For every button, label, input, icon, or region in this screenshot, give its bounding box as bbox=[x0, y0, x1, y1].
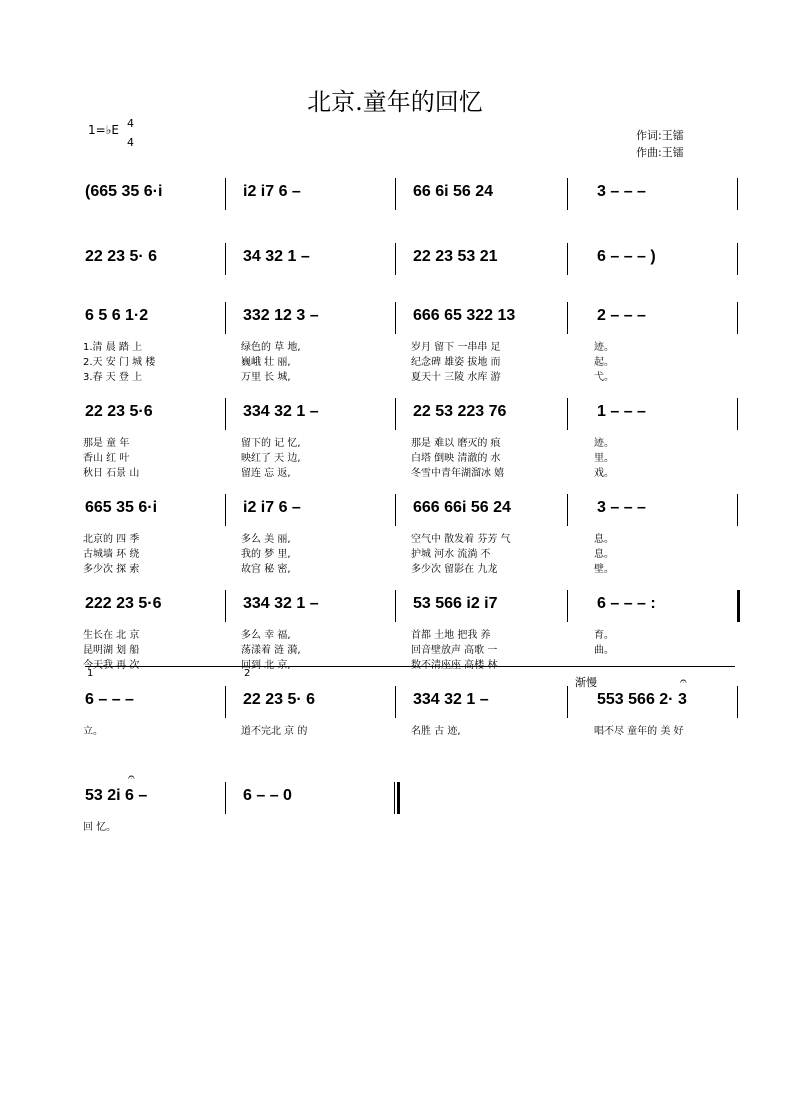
time-signature-bottom: 4 bbox=[127, 136, 134, 149]
lyric-text: 名胜 古 迹, bbox=[411, 726, 461, 737]
barline bbox=[225, 398, 226, 430]
measure-notes: 6 – – – : bbox=[597, 595, 656, 612]
barline bbox=[737, 178, 738, 210]
time-signature-top: 4 bbox=[127, 117, 134, 130]
measure-notes: 334 32 1 – bbox=[243, 403, 319, 420]
lyric-text: 留下的 记 忆, bbox=[241, 438, 301, 449]
barline bbox=[394, 782, 395, 814]
lyric-text: 回到 北 京, bbox=[241, 660, 291, 671]
lyric-text: 古城墙 环 绕 bbox=[83, 549, 140, 560]
lyric-text: 数不清座座 高楼 林 bbox=[411, 660, 498, 671]
volta-2: 2 bbox=[244, 668, 251, 679]
lyric-text: 起。 bbox=[594, 357, 614, 368]
lyric-text: 立。 bbox=[83, 726, 103, 737]
lyric-text: 首都 土地 把我 养 bbox=[411, 630, 491, 641]
lyric-text: 多少次 探 索 bbox=[83, 564, 140, 575]
barline bbox=[567, 243, 568, 275]
measure-notes: 22 23 53 21 bbox=[413, 248, 498, 265]
lyric-text: 万里 长 城, bbox=[241, 372, 291, 383]
key-signature: 1=♭E bbox=[88, 123, 119, 137]
measure-notes: 332 12 3 – bbox=[243, 307, 319, 324]
barline bbox=[567, 178, 568, 210]
barline bbox=[737, 398, 738, 430]
lyric-text: 留连 忘 返, bbox=[241, 468, 291, 479]
measure-notes: 2 – – – bbox=[597, 307, 646, 324]
barline bbox=[225, 178, 226, 210]
lyric-text: 息。 bbox=[594, 534, 614, 545]
barline bbox=[395, 494, 396, 526]
measure-notes: 6 – – 0 bbox=[243, 787, 292, 804]
measure-notes: 3 – – – bbox=[597, 499, 646, 516]
lyric-text: 巍峨 壮 丽, bbox=[241, 357, 291, 368]
measure-notes: 22 23 5· 6 bbox=[85, 248, 158, 265]
measure-notes: 6 – – – bbox=[85, 691, 134, 708]
lyric-text: 那是 童 年 bbox=[83, 438, 130, 449]
lyric-text: 里。 bbox=[594, 453, 614, 464]
measure-notes: 666 65 322 13 bbox=[413, 307, 516, 324]
barline bbox=[737, 686, 738, 718]
lyric-text: 生长在 北 京 bbox=[83, 630, 140, 641]
barline bbox=[225, 590, 226, 622]
barline bbox=[737, 243, 738, 275]
tempo-marking: 渐慢 bbox=[575, 676, 597, 689]
barline bbox=[567, 590, 568, 622]
lyric-text: 护城 河水 流淌 不 bbox=[411, 549, 491, 560]
measure-notes: 553 566 2· 3 bbox=[597, 691, 687, 708]
lyric-text: 昆明湖 划 船 bbox=[83, 645, 140, 656]
lyric-text: 多么 美 丽, bbox=[241, 534, 291, 545]
measure-notes: 22 23 5·6 bbox=[85, 403, 153, 420]
measure-notes: (665 35 6·i bbox=[85, 183, 163, 200]
lyric-text: 迹。 bbox=[594, 342, 614, 353]
lyric-text: 荡漾着 涟 漪, bbox=[241, 645, 301, 656]
barline bbox=[567, 398, 568, 430]
lyric-text: 冬雪中青年湖溜冰 嬉 bbox=[411, 468, 505, 479]
lyric-text: 我的 梦 里, bbox=[241, 549, 291, 560]
measure-notes: i2 i7 6 – bbox=[243, 499, 301, 516]
song-title: 北京.童年的回忆 bbox=[307, 88, 483, 116]
measure-notes: 222 23 5·6 bbox=[85, 595, 162, 612]
lyric-text: 岁月 留下 一串串 足 bbox=[411, 342, 501, 353]
measure-notes: 6 – – – ) bbox=[597, 248, 656, 265]
lyric-text: 今天我 再 次 bbox=[83, 660, 140, 671]
measure-notes: i2 i7 6 – bbox=[243, 183, 301, 200]
barline bbox=[737, 494, 738, 526]
lyric-text: 夏天十 三陵 水库 游 bbox=[411, 372, 501, 383]
lyricist-credit: 作词:王镭 bbox=[636, 129, 684, 142]
lyric-text: 育。 bbox=[594, 630, 614, 641]
lyric-text: 香山 红 叶 bbox=[83, 453, 130, 464]
measure-notes: 3 – – – bbox=[597, 183, 646, 200]
barline bbox=[395, 302, 396, 334]
barline bbox=[737, 302, 738, 334]
barline bbox=[567, 686, 568, 718]
lyric-text: 2.天 安 门 城 楼 bbox=[83, 357, 156, 368]
measure-notes: 34 32 1 – bbox=[243, 248, 310, 265]
lyric-text: 1.清 晨 踏 上 bbox=[83, 342, 143, 353]
lyric-text: 迹。 bbox=[594, 438, 614, 449]
lyric-text: 曲。 bbox=[594, 645, 614, 656]
lyric-text: 壁。 bbox=[594, 564, 614, 575]
measure-notes: 334 32 1 – bbox=[413, 691, 489, 708]
barline bbox=[395, 178, 396, 210]
barline bbox=[225, 494, 226, 526]
lyric-text: 3.春 天 登 上 bbox=[83, 372, 143, 383]
volta-bracket bbox=[85, 666, 735, 675]
barline bbox=[395, 590, 396, 622]
lyric-text: 北京的 四 季 bbox=[83, 534, 140, 545]
barline bbox=[225, 782, 226, 814]
fermata-icon: 𝄐 bbox=[680, 674, 687, 688]
lyric-text: 多么 幸 福, bbox=[241, 630, 291, 641]
lyric-text: 绿色的 草 地, bbox=[241, 342, 301, 353]
barline bbox=[567, 302, 568, 334]
barline bbox=[395, 243, 396, 275]
measure-notes: 53 2i 6 – bbox=[85, 787, 148, 804]
barline bbox=[225, 243, 226, 275]
lyric-text: 映红了 天 边, bbox=[241, 453, 301, 464]
fermata-icon: 𝄐 bbox=[128, 770, 135, 784]
measure-notes: 665 35 6·i bbox=[85, 499, 158, 516]
lyric-text: 回音壁放声 高歌 一 bbox=[411, 645, 498, 656]
lyric-text: 那是 难以 磨灭的 痕 bbox=[411, 438, 501, 449]
lyric-text: 道不完北 京 的 bbox=[241, 726, 308, 737]
measure-notes: 666 66i 56 24 bbox=[413, 499, 511, 516]
measure-notes: 22 53 223 76 bbox=[413, 403, 507, 420]
lyric-text: 回 忆。 bbox=[83, 822, 117, 833]
barline bbox=[567, 494, 568, 526]
barline bbox=[225, 686, 226, 718]
lyric-text: 白塔 倒映 清澈的 水 bbox=[411, 453, 501, 464]
measure-notes: 22 23 5· 6 bbox=[243, 691, 316, 708]
barline bbox=[737, 590, 740, 622]
lyric-text: 纪念碑 雄姿 拔地 而 bbox=[411, 357, 501, 368]
measure-notes: 334 32 1 – bbox=[243, 595, 319, 612]
barline bbox=[225, 302, 226, 334]
measure-notes: 6 5 6 1·2 bbox=[85, 307, 149, 324]
lyric-text: 空气中 散发着 芬芳 气 bbox=[411, 534, 511, 545]
lyric-text: 多少次 留影在 九龙 bbox=[411, 564, 498, 575]
measure-notes: 1 – – – bbox=[597, 403, 646, 420]
lyric-text: 弋。 bbox=[594, 372, 614, 383]
lyric-text: 故宫 秘 密, bbox=[241, 564, 291, 575]
barline bbox=[395, 398, 396, 430]
lyric-text: 息。 bbox=[594, 549, 614, 560]
measure-notes: 66 6i 56 24 bbox=[413, 183, 494, 200]
barline bbox=[397, 782, 400, 814]
volta-1: 1 bbox=[87, 668, 94, 679]
lyric-text: 戏。 bbox=[594, 468, 614, 479]
lyric-text: 唱不尽 童年的 美 好 bbox=[594, 726, 684, 737]
composer-credit: 作曲:王镭 bbox=[636, 146, 684, 159]
lyric-text: 秋日 石景 山 bbox=[83, 468, 140, 479]
measure-notes: 53 566 i2 i7 bbox=[413, 595, 498, 612]
barline bbox=[395, 686, 396, 718]
